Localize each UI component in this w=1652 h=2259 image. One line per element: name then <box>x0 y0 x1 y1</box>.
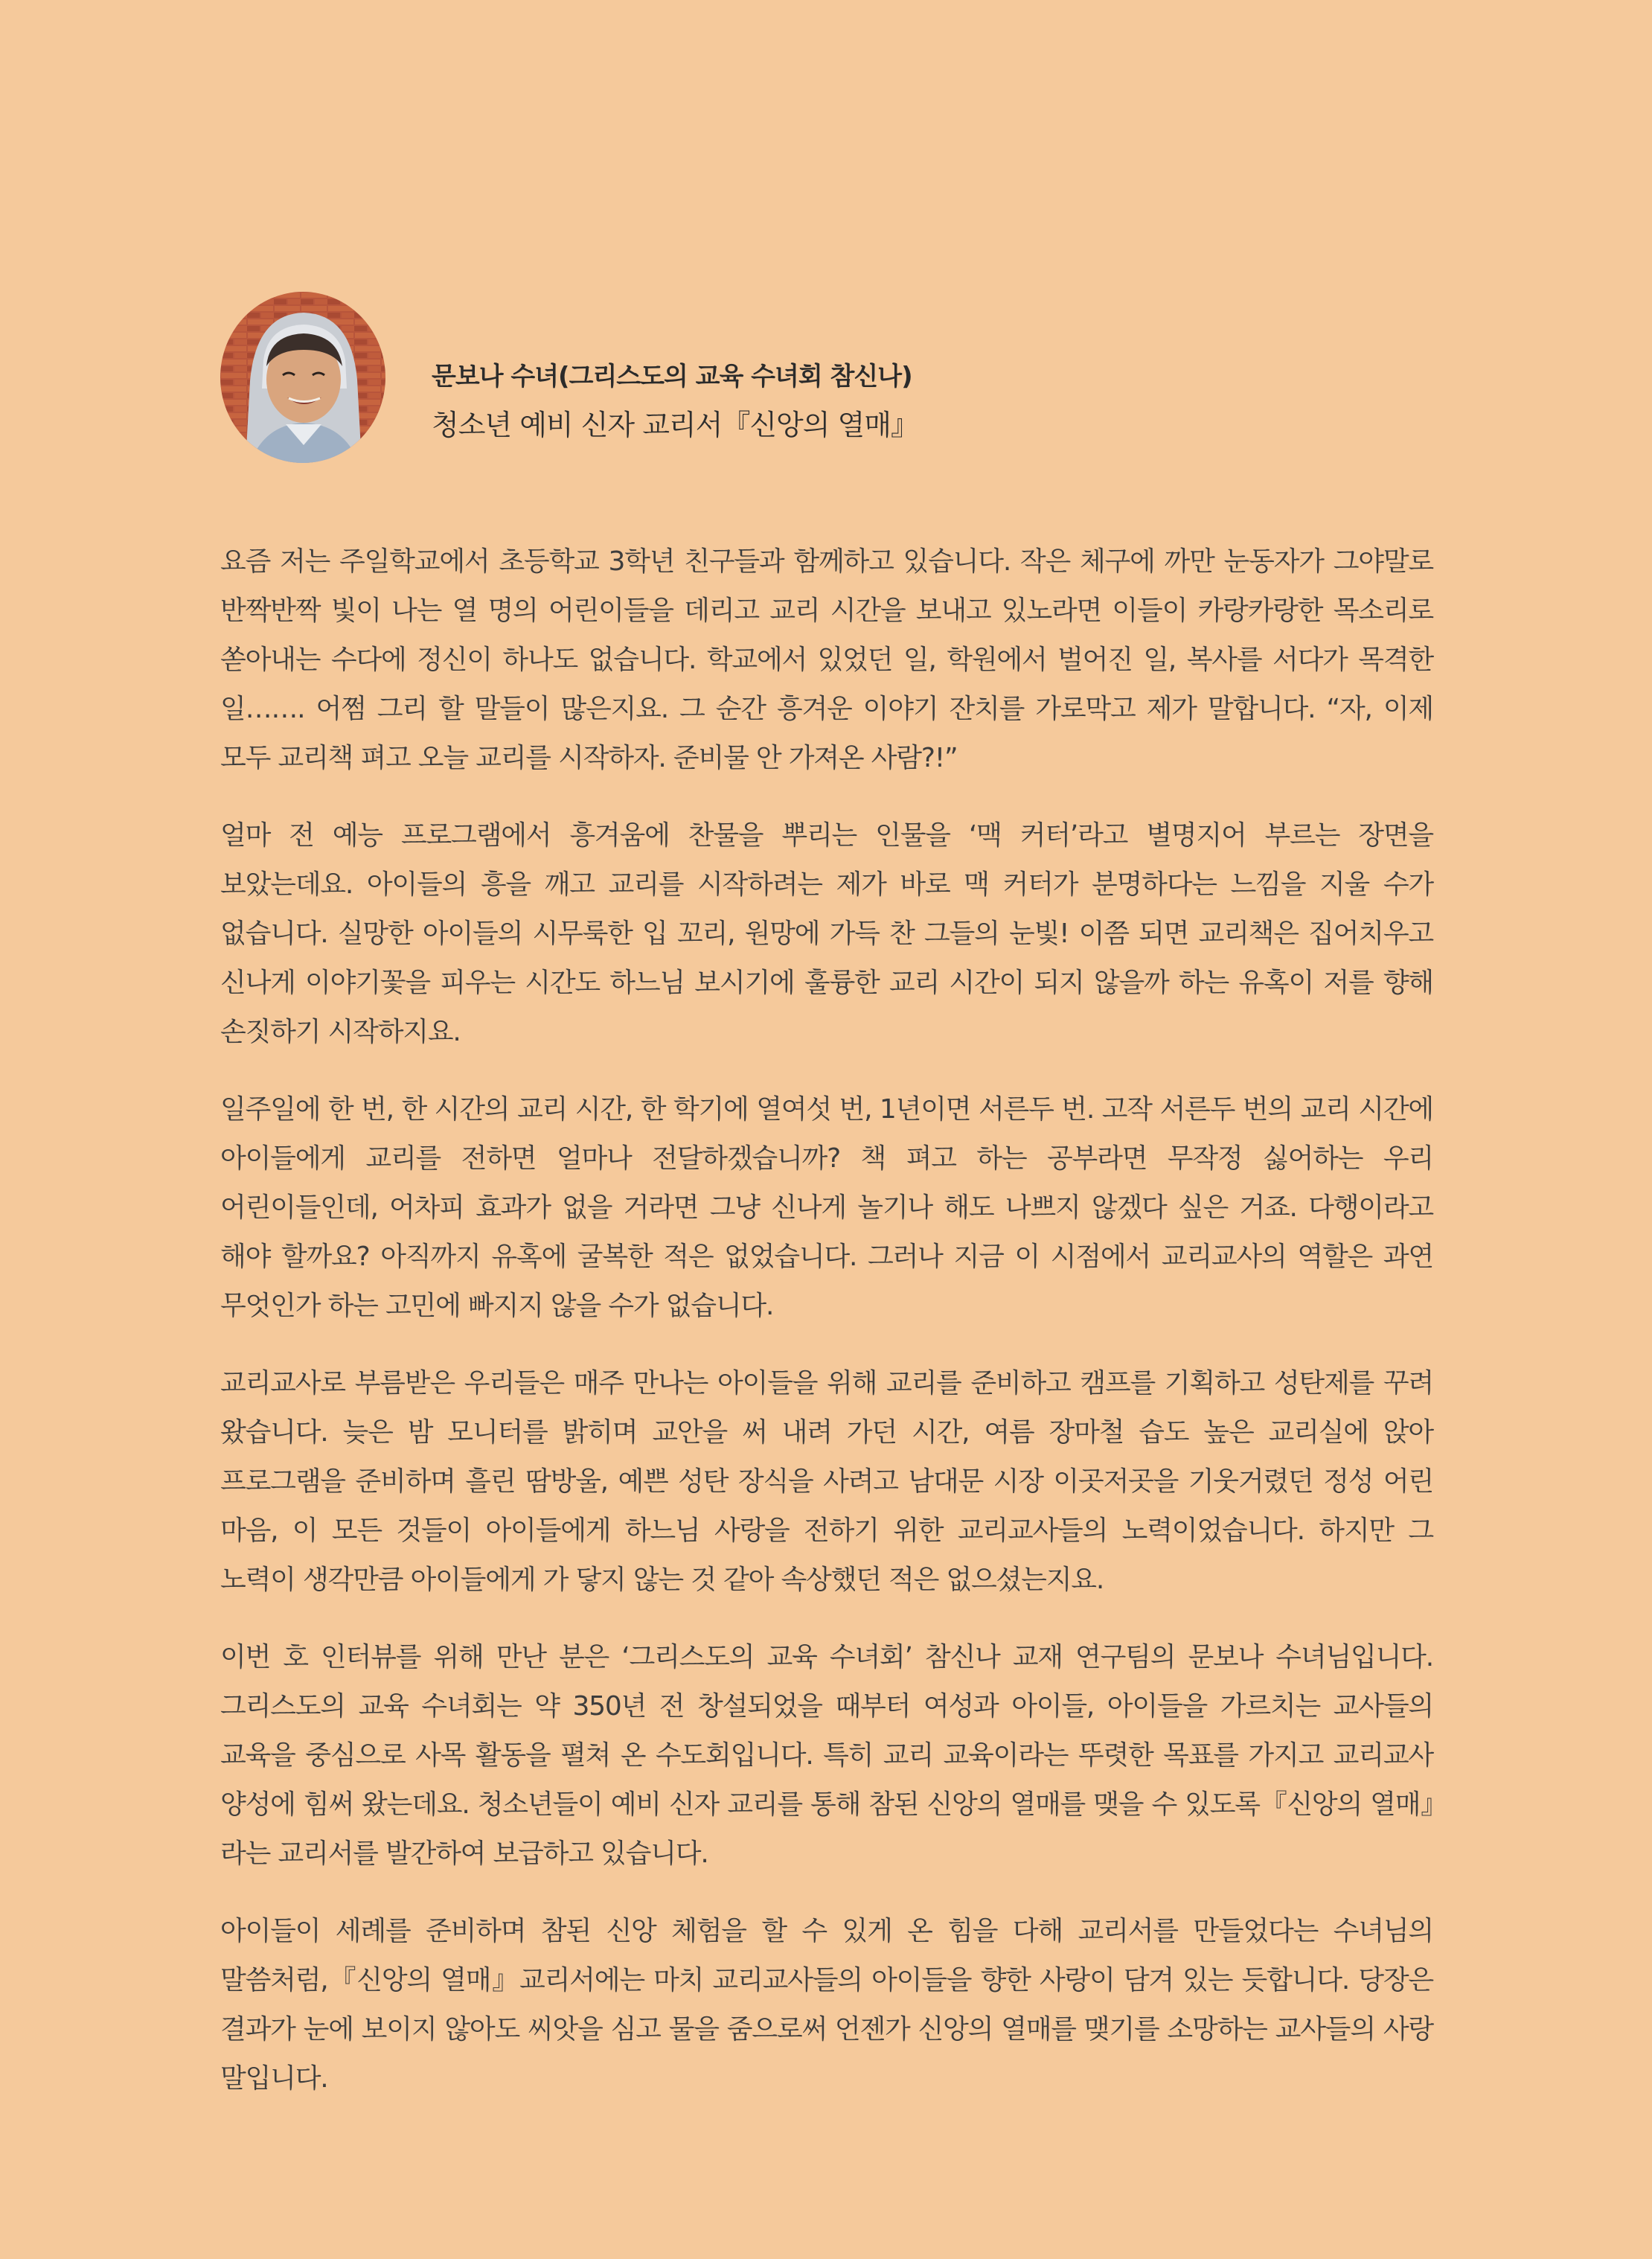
paragraph: 요즘 저는 주일학교에서 초등학교 3학년 친구들과 함께하고 있습니다. 작은 체구에 까만 눈동자가 그야말로 반짝반짝 빛이 나는 열 명의 어린이들을 데리고 교리 시간을 보내고 있노라면 이들이 카랑카랑한 목소리로 쏟아내는 수다에 정신이 하나도 없습니다. 학교에서 있었던 일, 학원에서 벌어진 일, 복사를 서다가 목격한 일……. 어쩜 그리 할 말들이 많은지요. 그 순간 흥겨운 이야기 잔치를 가로막고 제가 말합니다. “자, 이제 모두 교리책 펴고 오늘 교리를 시작하자. 준비물 안 가져온 사람?!” <box>220 546 1433 773</box>
paragraph: 이번 호 인터뷰를 위해 만난 분은 ‘그리스도의 교육 수녀회’ 참신나 교재 연구팀의 문보나 수녀님입니다. 그리스도의 교육 수녀회는 약 350년 전 창설되었을 때부터 여성과 아이들, 아이들을 가르치는 교사들의 교육을 중심으로 사목 활동을 펼쳐 온 수도회입니다. 특히 교리 교육이라는 뚜렷한 목표를 가지고 교리교사 양성에 힘써 왔는데요. 청소년들이 예비 신자 교리를 통해 참된 신앙의 열매를 맺을 수 있도록『신앙의 열매』라는 교리서를 발간하여 보급하고 있습니다. <box>220 1642 1433 1869</box>
paragraph: 교리교사로 부름받은 우리들은 매주 만나는 아이들을 위해 교리를 준비하고 캠프를 기획하고 성탄제를 꾸려 왔습니다. 늦은 밤 모니터를 밝히며 교안을 써 내려 가던 시간, 여름 장마철 습도 높은 교리실에 앉아 프로그램을 준비하며 흘린 땀방울, 예쁜 성탄 장식을 사려고 남대문 시장 이곳저곳을 기웃거렸던 정성 어린 마음, 이 모든 것들이 아이들에게 하느님 사랑을 전하기 위한 교리교사들의 노력이었습니다. 하지만 그 노력이 생각만큼 아이들에게 가 닿지 않는 것 같아 속상했던 적은 없으셨는지요. <box>220 1368 1433 1595</box>
author-name: 문보나 수녀(그리스도의 교육 수녀회 참신나) <box>432 362 912 392</box>
paragraph: 얼마 전 예능 프로그램에서 흥겨움에 찬물을 뿌리는 인물을 ‘맥 커터’라고 별명지어 부르는 장면을 보았는데요. 아이들의 흥을 깨고 교리를 시작하려는 제가 바로 맥 커터가 분명하다는 느낌을 지울 수가 없습니다. 실망한 아이들의 시무룩한 입 꼬리, 원망에 가득 찬 그들의 눈빛! 이쯤 되면 교리책은 집어치우고 신나게 이야기꽃을 피우는 시간도 하느님 보시기에 훌륭한 교리 시간이 되지 않을까 하는 유혹이 저를 향해 손짓하기 시작하지요. <box>220 820 1433 1047</box>
paragraph: 아이들이 세례를 준비하며 참된 신앙 체험을 할 수 있게 온 힘을 다해 교리서를 만들었다는 수녀님의 말씀처럼,『신앙의 열매』교리서에는 마치 교리교사들의 아이들을 향한 사랑이 담겨 있는 듯합니다. 당장은 결과가 눈에 보이지 않아도 씨앗을 심고 물을 줌으로써 언젠가 신앙의 열매를 맺기를 소망하는 교사들의 사랑 말입니다. <box>220 1916 1433 2094</box>
author-photo <box>220 292 385 463</box>
article-body <box>220 537 1433 2132</box>
author-header <box>220 292 1485 463</box>
book-title: 청소년 예비 신자 교리서『신앙의 열매』 <box>432 409 918 441</box>
paragraph: 일주일에 한 번, 한 시간의 교리 시간, 한 학기에 열여섯 번, 1년이면 서른두 번. 고작 서른두 번의 교리 시간에 아이들에게 교리를 전하면 얼마나 전달하겠습니까? 책 펴고 하는 공부라면 무작정 싫어하는 우리 어린이들인데, 어차피 효과가 없을 거라면 그냥 신나게 놀기나 해도 나쁘지 않겠다 싶은 거죠. 다행이라고 해야 할까요? 아직까지 유혹에 굴복한 적은 없었습니다. 그러나 지금 이 시점에서 교리교사의 역할은 과연 무엇인가 하는 고민에 빠지지 않을 수가 없습니다. <box>220 1094 1433 1321</box>
